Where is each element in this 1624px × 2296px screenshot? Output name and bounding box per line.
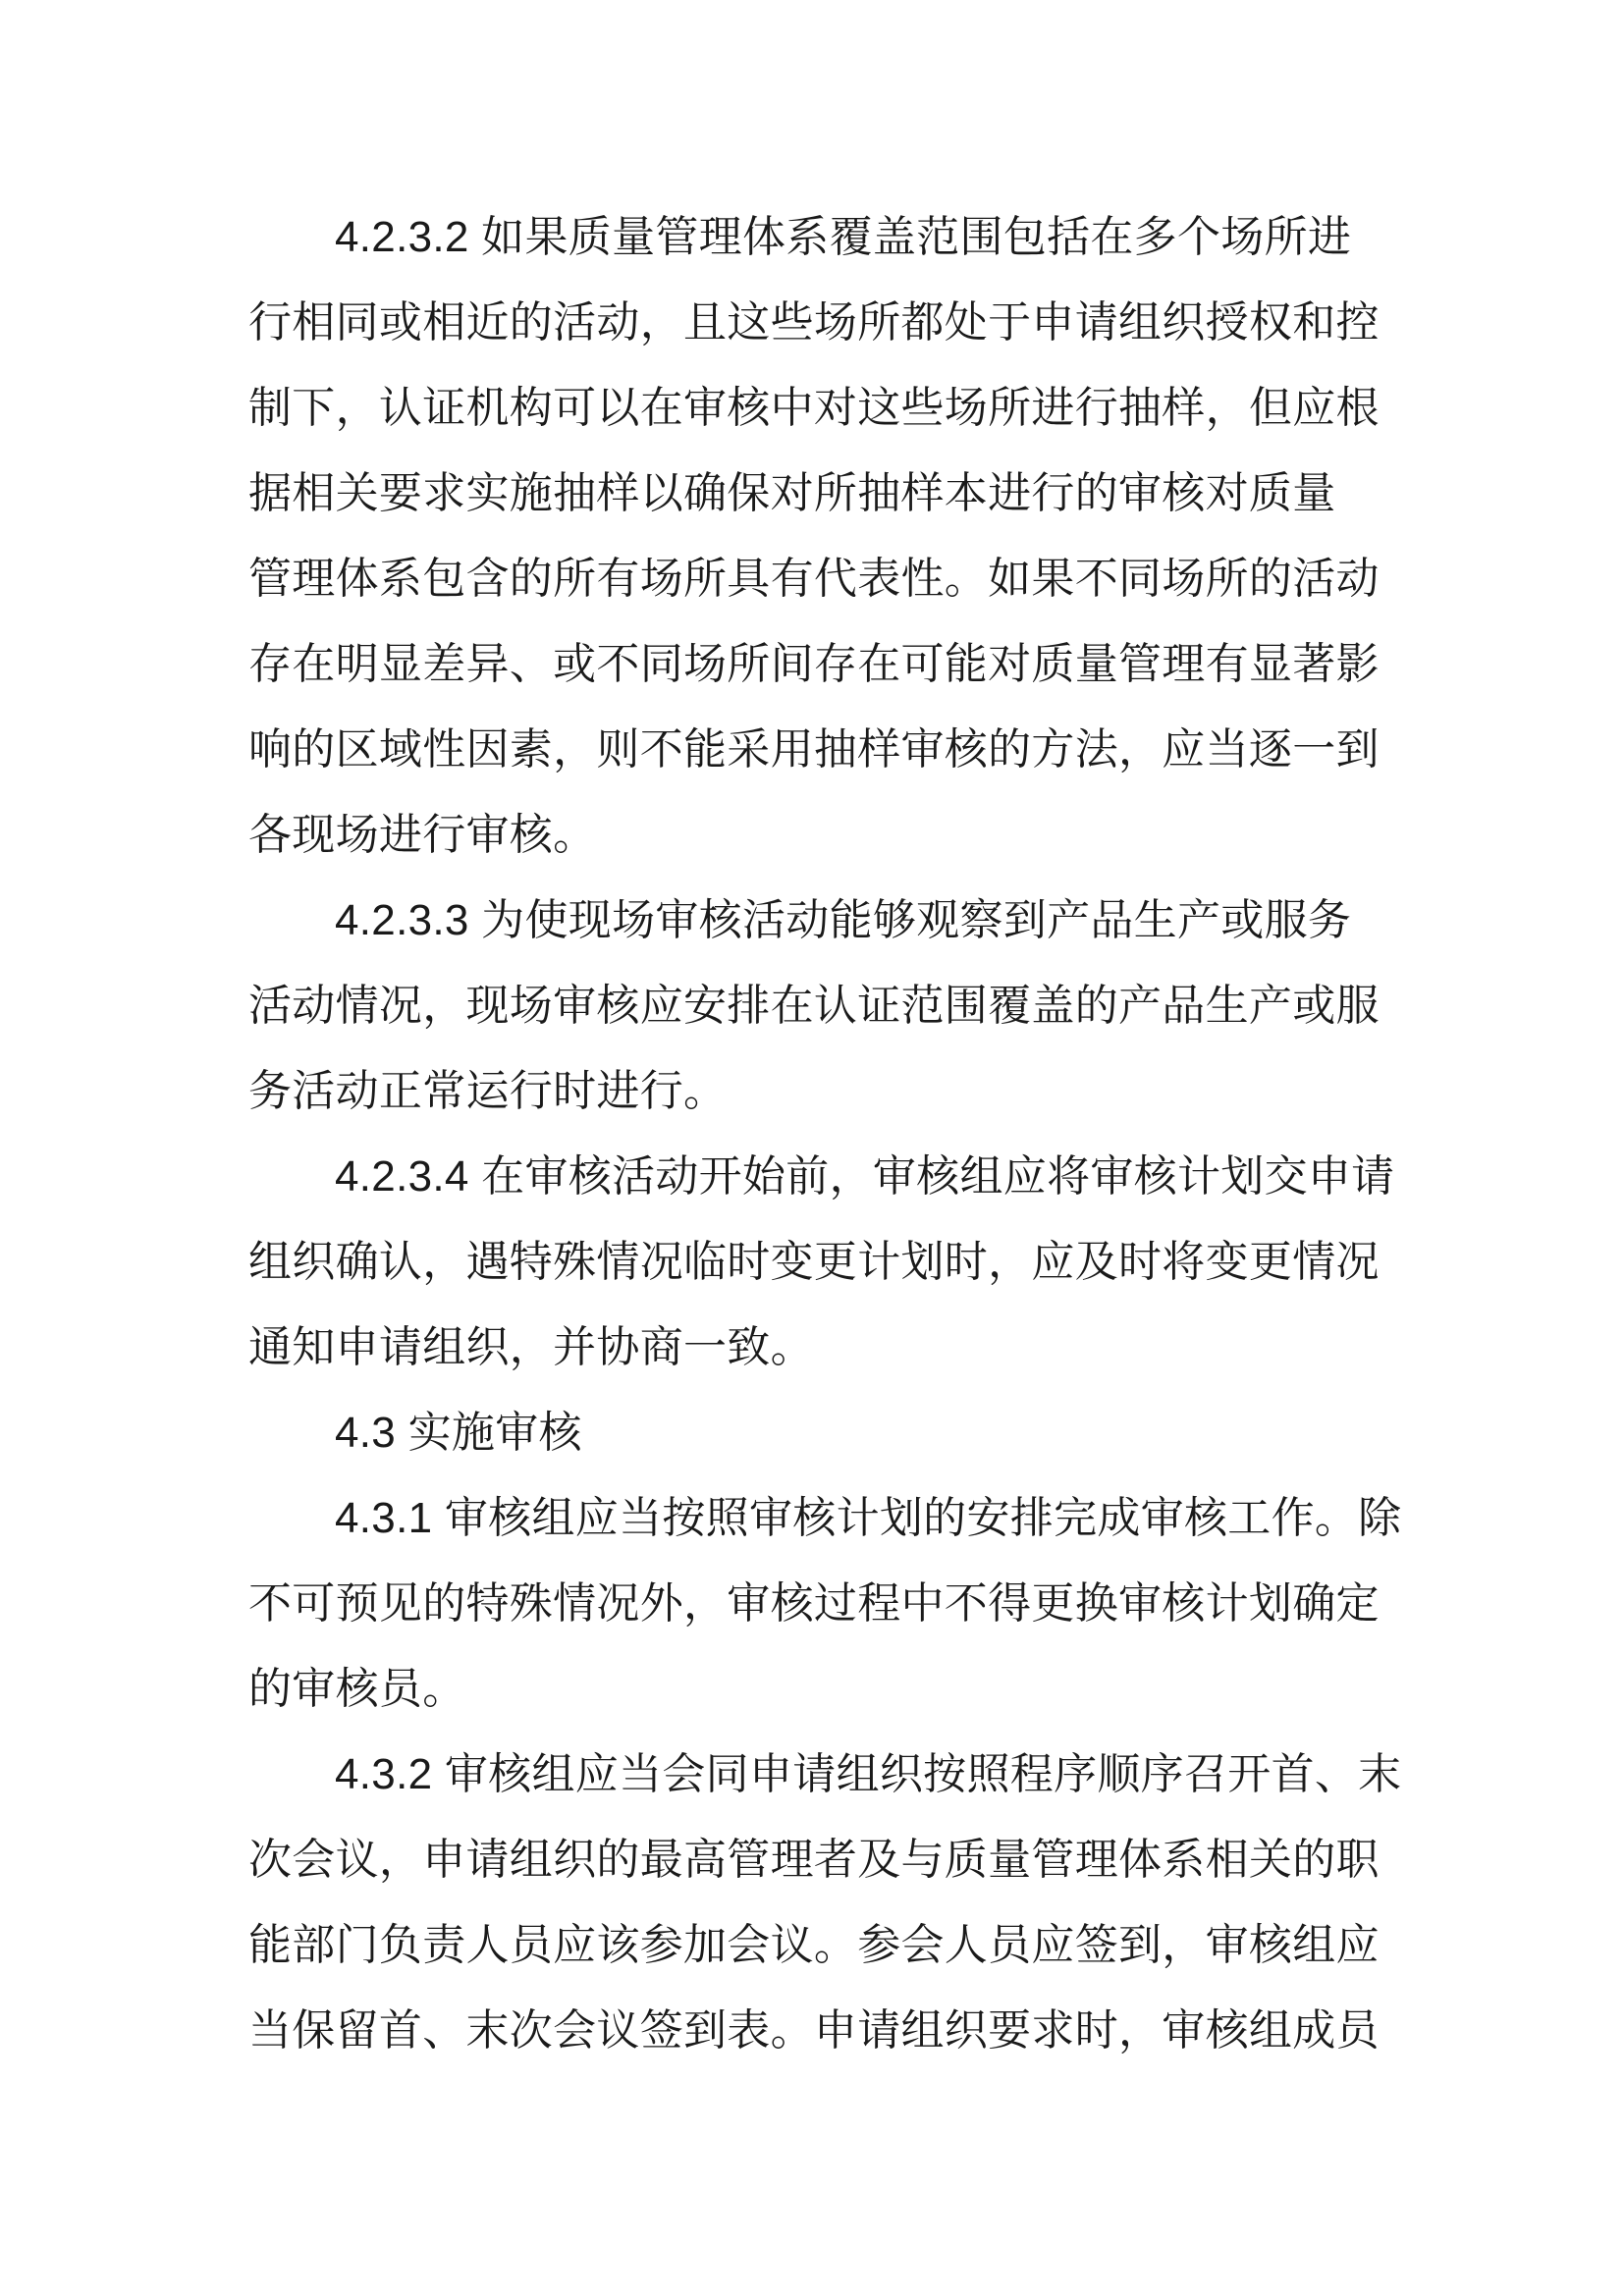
- text-line: 组织确认，遇特殊情况临时变更计划时，应及时将变更情况: [248, 1238, 1380, 1286]
- text-line: 活动情况，现场审核应安排在认证范围覆盖的产品生产或服: [248, 982, 1380, 1030]
- text-line: 当保留首、末次会议签到表。申请组织要求时，审核组成员: [248, 2006, 1380, 2055]
- text-line: 4.3.1 审核组应当按照审核计划的安排完成审核工作。除: [335, 1494, 1402, 1542]
- text-line: 4.3 实施审核: [335, 1409, 582, 1457]
- text-line: 制下，认证机构可以在审核中对这些场所进行抽样，但应根: [248, 384, 1380, 432]
- text-line: 能部门负责人员应该参加会议。参会人员应签到，审核组应: [248, 1921, 1380, 1969]
- text-line: 据相关要求实施抽样以确保对所抽样本进行的审核对质量: [248, 469, 1336, 517]
- text-line: 不可预见的特殊情况外，审核过程中不得更换审核计划确定: [248, 1579, 1380, 1628]
- text-line: 4.2.3.2 如果质量管理体系覆盖范围包括在多个场所进: [335, 213, 1352, 261]
- text-line: 响的区域性因素，则不能采用抽样审核的方法，应当逐一到: [248, 725, 1380, 774]
- text-line: 的审核员。: [248, 1665, 466, 1713]
- text-line: 务活动正常运行时进行。: [248, 1067, 728, 1115]
- document-text-block: [248, 194, 1401, 2073]
- text-line: 管理体系包含的所有场所具有代表性。如果不同场所的活动: [248, 555, 1380, 603]
- text-line: 通知申请组织，并协商一致。: [248, 1323, 814, 1371]
- text-line: 行相同或相近的活动，且这些场所都处于申请组织授权和控: [248, 298, 1380, 347]
- text-line: 各现场进行审核。: [248, 811, 597, 859]
- text-line: 存在明显差异、或不同场所间存在可能对质量管理有显著影: [248, 640, 1380, 688]
- text-line: 4.2.3.3 为使现场审核活动能够观察到产品生产或服务: [335, 896, 1352, 944]
- text-line: 4.3.2 审核组应当会同申请组织按照程序顺序召开首、末: [335, 1750, 1402, 1798]
- text-line: 4.2.3.4 在审核活动开始前，审核组应将审核计划交申请: [335, 1152, 1395, 1201]
- text-line: 次会议，申请组织的最高管理者及与质量管理体系相关的职: [248, 1836, 1380, 1884]
